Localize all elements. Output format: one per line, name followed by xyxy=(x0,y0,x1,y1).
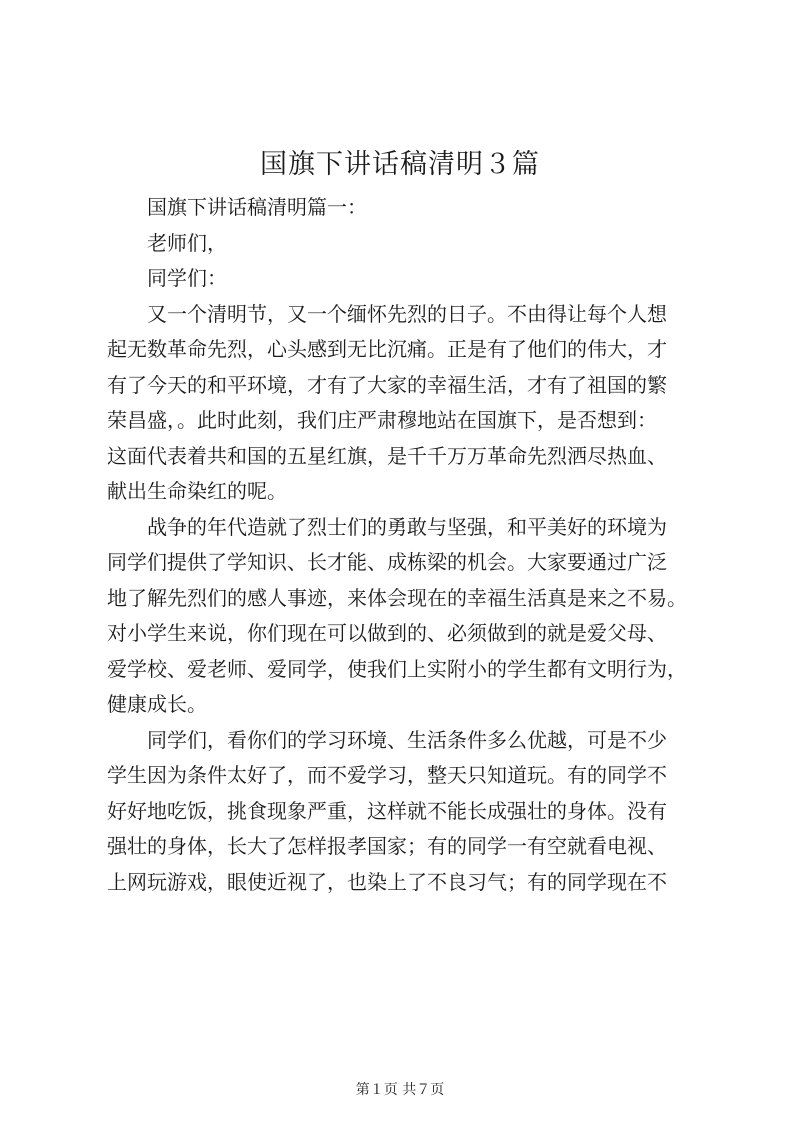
text-line: 对小学生来说，你们现在可以做到的、必须做到的就是爱父母、 xyxy=(107,621,667,645)
page-footer: 第１页 共７页 xyxy=(355,1082,445,1098)
text-line: 好好地吃饭，挑食现象严重，这样就不能长成强壮的身体。没有 xyxy=(107,798,667,823)
text-line: 健康成长。 xyxy=(107,692,207,716)
text-line: 上网玩游戏，眼使近视了，也染上了不良习气；有的同学现在不 xyxy=(107,869,667,894)
text-line: 又一个清明节，又一个缅怀先烈的日子。不由得让每个人想 xyxy=(147,301,667,326)
text-line: 战争的年代造就了烈士们的勇敢与坚强，和平美好的环境为 xyxy=(147,514,667,539)
text-line: 爱学校、爱老师、爱同学，使我们上实附小的学生都有文明行为， xyxy=(107,656,687,681)
text-line: 这面代表着共和国的五星红旗，是千千万万革命先烈洒尽热血、 xyxy=(107,443,667,468)
text-line: 同学们： xyxy=(147,266,227,290)
text-line: 地了解先烈们的感人事迹，来体会现在的幸福生活真是来之不易。 xyxy=(107,585,687,610)
text-line: 起无数革命先烈，心头感到无比沉痛。正是有了他们的伟大，才 xyxy=(107,337,667,361)
text-line: 荣昌盛，。此时此刻，我们庄严肃穆地站在国旗下，是否想到： xyxy=(107,408,657,432)
text-line: 老师们， xyxy=(147,230,227,255)
text-line: 强壮的身体，长大了怎样报孝国家；有的同学一有空就看电视、 xyxy=(107,834,667,858)
text-line: 学生因为条件太好了，而不爱学习，整天只知道玩。有的同学不 xyxy=(107,763,667,787)
text-line: 同学们，看你们的学习环境、生活条件多么优越，可是不少 xyxy=(147,727,667,752)
document-title: 国旗下讲话稿清明３篇 xyxy=(260,149,540,180)
text-line: 有了今天的和平环境，才有了大家的幸福生活，才有了祖国的繁 xyxy=(107,372,667,397)
text-line: 国旗下讲话稿清明篇一： xyxy=(147,195,367,219)
text-line: 同学们提供了学知识、长才能、成栋梁的机会。大家要通过广泛 xyxy=(107,550,667,574)
text-line: 献出生命染红的呢。 xyxy=(107,479,287,503)
document-body xyxy=(107,190,697,900)
